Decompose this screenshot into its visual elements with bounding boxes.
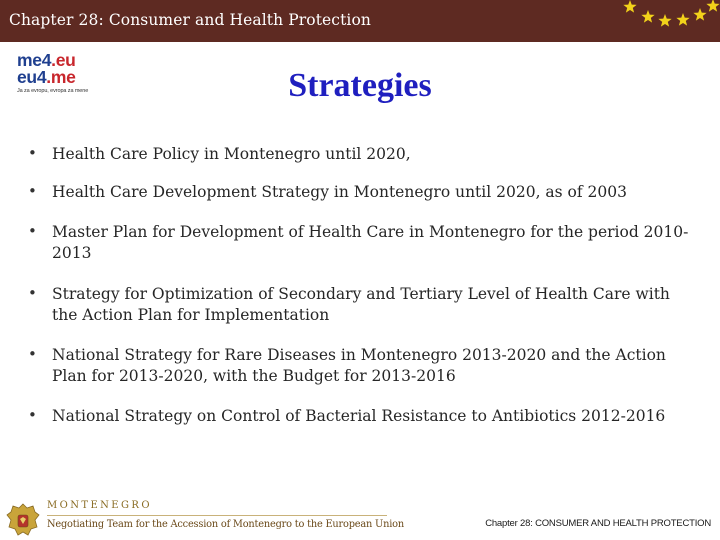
bullet-icon: • (28, 345, 37, 363)
stars-decoration (0, 0, 720, 42)
star-icon (641, 10, 654, 23)
footer-chapter: Chapter 28: CONSUMER AND HEALTH PROTECTION (485, 518, 711, 529)
logo-text-eu: .eu (51, 50, 76, 70)
chapter-title: Chapter 28: Consumer and Health Protection (9, 11, 371, 29)
page-title: Strategies (288, 67, 432, 104)
bullet-icon: • (28, 144, 37, 162)
footer-divider (47, 515, 387, 516)
bullet-text: Strategy for Optimization of Secondary and Tertiary Level of Health Care with the Action Plan for Implementation (52, 285, 670, 324)
bullet-text: Health Care Policy in Montenegro until 2020, (52, 145, 411, 163)
logo-tagline: Ja za evropu, evropa za mene (17, 88, 89, 94)
bullet-text: Health Care Development Strategy in Montenegro until 2020, as of 2003 (52, 183, 627, 201)
header-bar (0, 0, 720, 42)
footer-country: MONTENEGRO (47, 500, 152, 511)
logo-text-me: .me (46, 67, 76, 87)
logo-text-me4: me4 (17, 50, 52, 70)
bullet-icon: • (28, 406, 37, 424)
star-icon (658, 14, 671, 27)
montenegro-crest-icon (6, 502, 40, 538)
star-icon (623, 0, 636, 13)
logo-text-eu4: eu4 (17, 67, 47, 87)
bullet-icon: • (28, 284, 37, 302)
bullet-text: Master Plan for Development of Health Care in Montenegro for the period 2010-2013 (52, 223, 689, 262)
star-icon (693, 8, 706, 21)
star-icon (706, 0, 719, 12)
bullet-icon: • (28, 222, 37, 240)
bullet-icon: • (28, 182, 37, 200)
star-icon (676, 13, 689, 26)
bullet-text: National Strategy on Control of Bacterial Resistance to Antibiotics 2012-2016 (52, 407, 666, 425)
footer-team: Negotiating Team for the Accession of Montenegro to the European Union (47, 519, 404, 530)
bullet-text: National Strategy for Rare Diseases in Montenegro 2013-2020 and the Action Plan for 2013-2020, with the Budget for 2013-2016 (52, 346, 666, 385)
